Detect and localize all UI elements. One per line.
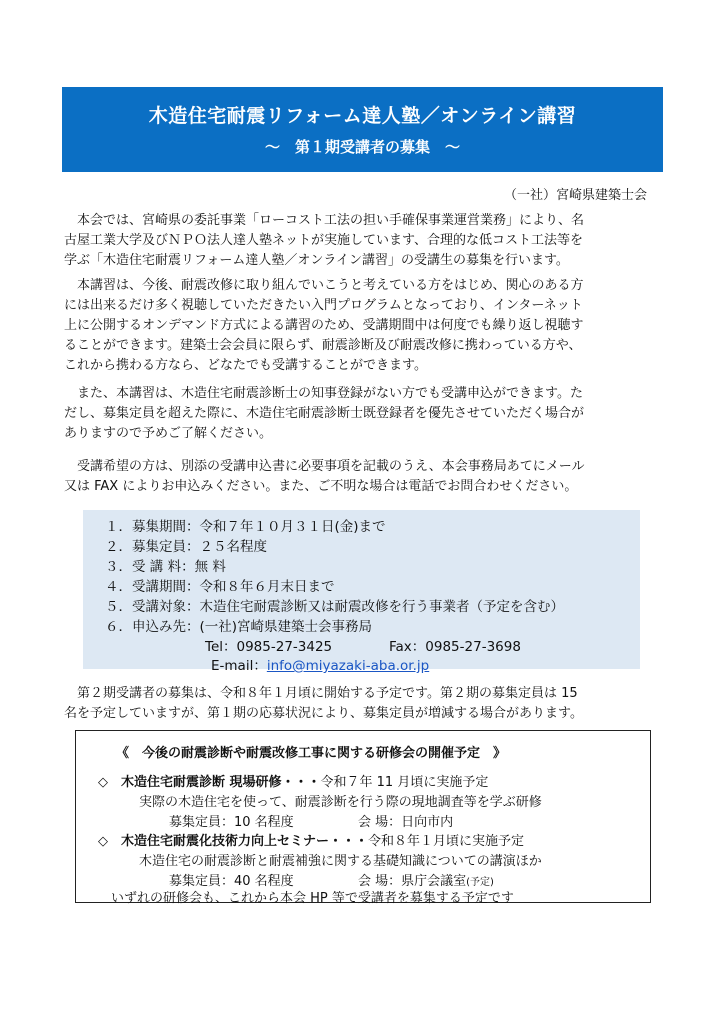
paragraph-intro: [64, 211, 662, 271]
info-target: ５．受講対象：木造住宅耐震診断又は耐震改修を行う事業者（予定を含む）: [105, 599, 564, 615]
paragraph-eligibility: [64, 384, 662, 444]
seminar-item-2-venue-note: (予定): [466, 877, 494, 888]
recruitment-info-box: [83, 510, 640, 674]
organization-name: （一社）宮崎県建築士会: [503, 188, 647, 203]
paragraph-second-period: [64, 684, 662, 724]
paragraph-line: これから携わる方なら、どなたでも受講することができます。: [64, 358, 427, 373]
seminar-footer: いずれの研修会も、これから本会 HP 等で受講者を募集する予定です: [111, 891, 514, 906]
paragraph-apply: [64, 457, 662, 497]
seminar-item-1-title: ◇ 木造住宅耐震診断 現場研修・・・: [98, 775, 321, 790]
page-title: 木造住宅耐震リフォーム達人塾／オンライン講習: [148, 105, 577, 127]
paragraph-line: ありますので予めご了解ください。: [64, 426, 273, 441]
info-fax: Fax：0985-27-3698: [389, 639, 521, 655]
info-email-row: [211, 654, 429, 674]
info-email-label: E-mail：: [211, 658, 267, 674]
paragraph-line: 受講希望の方は、別添の受講申込書に必要事項を記載のうえ、本会事務局あてにメール: [64, 459, 585, 474]
seminar-item-1-venue: 会 場：日向市内: [358, 815, 454, 830]
info-tel: Tel：0985-27-3425: [205, 639, 333, 655]
seminar-item-1-capacity: 募集定員：10 名程度: [169, 815, 294, 830]
paragraph-line: また、本講習は、木造住宅耐震診断士の知事登録がない方でも受講申込ができます。た: [64, 386, 583, 401]
paragraph-line: 上に公開するオンデマンド方式による講習のため、受講期間中は何度でも繰り返し視聴す: [64, 318, 584, 333]
seminar-item-2-capacity: 募集定員：40 名程度: [169, 874, 294, 889]
seminar-item-2: [98, 830, 524, 849]
seminar-item-1: [98, 771, 488, 790]
paragraph-line: ることができます。建築士会会員に限らず、耐震診断及び耐震改修に携わっている方や、: [64, 338, 582, 353]
paragraph-line: 本講習は、今後、耐震改修に取り組んでいこうと考えている方をはじめ、関心のある方: [64, 278, 584, 293]
paragraph-line: 学ぶ「木造住宅耐震リフォーム達人塾／オンライン講習」の受講生の募集を行います。: [64, 253, 569, 268]
seminar-item-1-date: 令和７年 11 月頃に実施予定: [320, 775, 489, 790]
seminar-item-2-date: 令和８年１月頃に実施予定: [368, 834, 525, 849]
seminar-item-2-desc: 木造住宅の耐震診断と耐震補強に関する基礎知識についての講演ほか: [139, 854, 542, 869]
info-period: １．募集期間：令和７年１０月３１日(金)まで: [105, 519, 386, 535]
info-fee: ３．受 講 料：無 料: [105, 559, 226, 575]
seminar-schedule-box: [75, 730, 651, 906]
paragraph-line: 本会では、宮崎県の委託事業「ローコスト工法の担い手確保事業運営業務」により、名: [64, 213, 585, 228]
paragraph-line: 又は FAX によりお申込みください。また、ご不明な場合は電話でお問合わせください。: [64, 479, 578, 494]
page-subtitle: ～ 第１期受講者の募集 ～: [264, 138, 460, 156]
seminar-item-2-title: ◇ 木造住宅耐震化技術力向上セミナー・・・: [98, 834, 368, 849]
seminar-heading: 《 今後の耐震診断や耐震改修工事に関する研修会の開催予定 》: [116, 746, 507, 761]
seminar-item-2-venue: 会 場：県庁会議室: [358, 874, 467, 889]
info-capacity: ２．募集定員：２５名程度: [105, 539, 267, 555]
paragraph-line: には出来るだけ多く視聴していただきたい入門プログラムとなっており、インターネット: [64, 298, 583, 313]
seminar-item-1-desc: 実際の木造住宅を使って、耐震診断を行う際の現地調査等を学ぶ研修: [139, 795, 542, 810]
paragraph-line: だし、募集定員を超えた際に、木造住宅耐震診断士既登録者を優先させていただく場合が: [64, 406, 585, 421]
email-link[interactable]: info@miyazaki-aba.or.jp: [266, 658, 430, 674]
paragraph-line: 第２期受講者の募集は、令和８年１月頃に開始する予定です。第２期の募集定員は 15: [64, 686, 578, 701]
title-banner: [62, 87, 663, 172]
info-contact: ６．申込み先：(一社)宮崎県建築士会事務局: [105, 619, 373, 635]
paragraph-line: 古屋工業大学及びＮＰＯ法人達人塾ネットが実施しています、合理的な低コスト工法等を: [64, 233, 583, 248]
paragraph-line: 名を予定していますが、第１期の応募状況により、募集定員が増減する場合があります。: [64, 706, 583, 721]
info-course-period: ４．受講期間：令和８年６月末日まで: [105, 579, 335, 595]
paragraph-course: [64, 276, 662, 376]
